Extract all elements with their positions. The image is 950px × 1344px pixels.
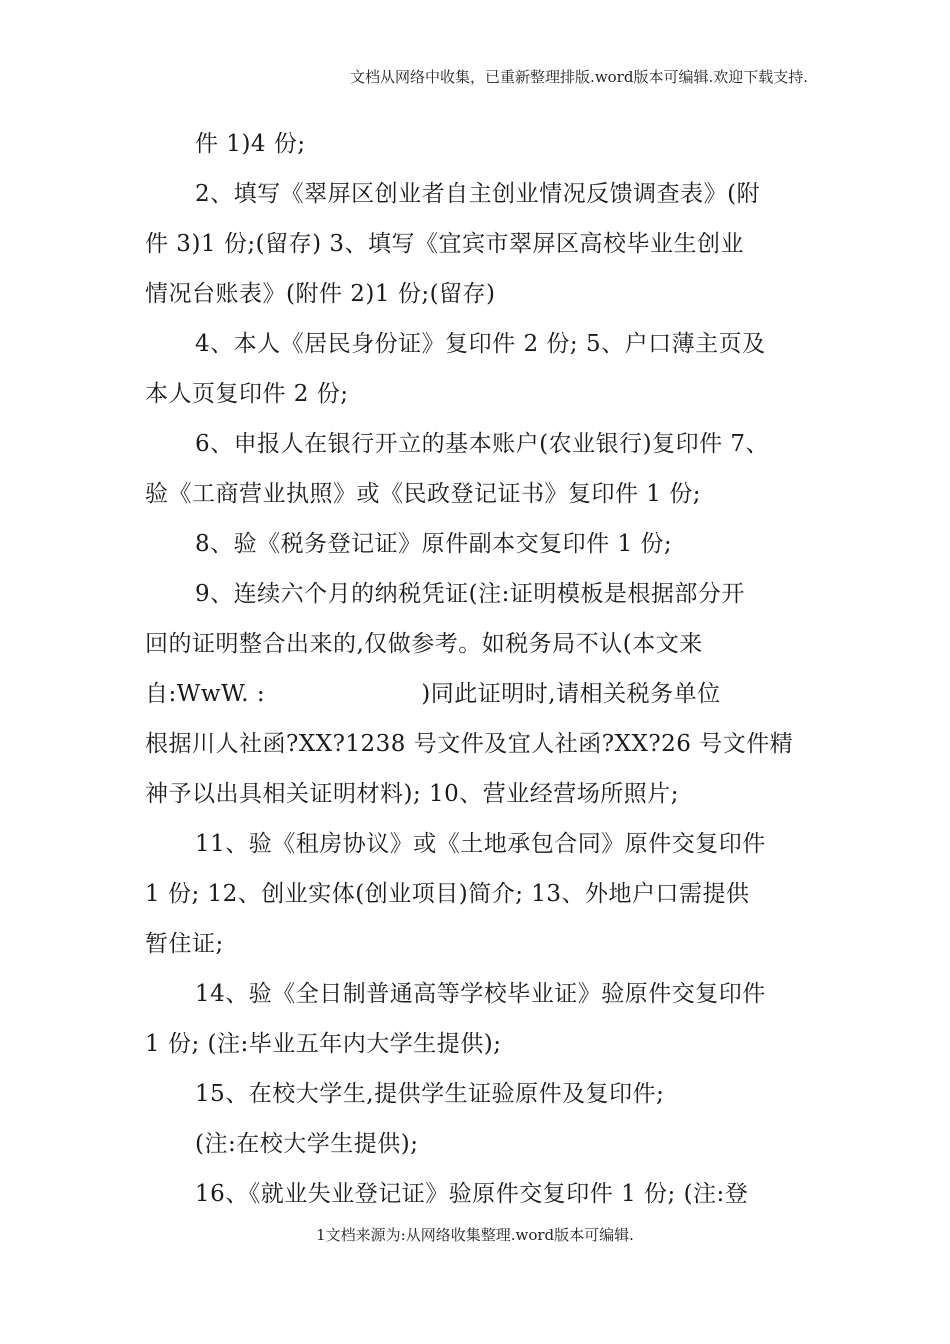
- text-line: 件 3)1 份;(留存) 3、填写《宜宾市翠屏区高校毕业生创业: [145, 231, 745, 257]
- text-line: 6、申报人在银行开立的基本账户(农业银行)复印件 7、: [195, 431, 770, 457]
- text-line: 9、连续六个月的纳税凭证(注:证明模板是根据部分开: [195, 581, 745, 607]
- text-line: 暂住证;: [145, 931, 224, 957]
- text-line: 神予以出具相关证明材料); 10、营业经营场所照片;: [145, 781, 680, 807]
- page-footer: 1文档来源为:从网络收集整理.word版本可编辑.: [316, 1226, 634, 1244]
- text-line: 件 1)4 份;: [195, 131, 306, 157]
- text-line: 验《工商营业执照》或《民政登记证书》复印件 1 份;: [145, 481, 702, 507]
- document-body: [145, 119, 807, 1219]
- text-line: 4、本人《居民身份证》复印件 2 份; 5、户口薄主页及: [195, 331, 766, 357]
- text-line: 16、《就业失业登记证》验原件交复印件 1 份; (注:登: [195, 1181, 749, 1207]
- text-line: 回的证明整合出来的,仅做参考。如税务局不认(本文来: [145, 631, 703, 657]
- text-line: 8、验《税务登记证》原件副本交复印件 1 份;: [195, 531, 673, 557]
- text-line: 1 份; 12、创业实体(创业项目)简介; 13、外地户口需提供: [145, 881, 750, 907]
- text-line: 1 份; (注:毕业五年内大学生提供);: [145, 1031, 502, 1057]
- text-line: 情况台账表》(附件 2)1 份;(留存): [145, 281, 496, 307]
- text-line: 本人页复印件 2 份;: [145, 381, 349, 407]
- text-line: 14、验《全日制普通高等学校毕业证》验原件交复印件: [195, 981, 766, 1007]
- text-line: 自:WwW. : )同此证明时,请相关税务单位: [145, 681, 721, 707]
- text-line: 15、在校大学生,提供学生证验原件及复印件;: [195, 1081, 665, 1107]
- page-header: 文档从网络中收集，已重新整理排版.word版本可编辑.欢迎下载支持.: [350, 68, 808, 86]
- text-line: 2、填写《翠屏区创业者自主创业情况反馈调查表》(附: [195, 181, 761, 207]
- text-line: 11、验《租房协议》或《土地承包合同》原件交复印件: [195, 831, 766, 857]
- text-line: (注:在校大学生提供);: [195, 1131, 419, 1157]
- text-line: 根据川人社函?XX?1238 号文件及宜人社函?XX?26 号文件精: [145, 731, 794, 757]
